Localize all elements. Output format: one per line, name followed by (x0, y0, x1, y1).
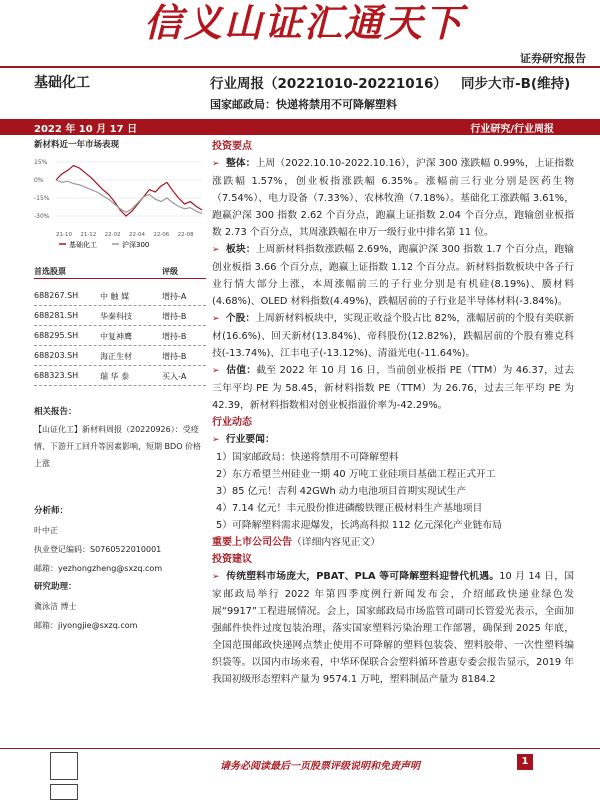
x-tick-label: 22-08 (177, 232, 194, 238)
email-label: 邮箱： (34, 564, 58, 573)
rating-text: 同步大市-B(维持) (461, 76, 571, 92)
report-date: 2022 年 10 月 17 日 (34, 124, 138, 135)
news-list (212, 449, 574, 534)
section-heading-highlights: 投资要点 (212, 141, 252, 152)
news-item[interactable]: 2）东方希望兰州硅业一期 40 万吨工业硅项目基础工程正式开工 (216, 469, 496, 480)
report-category: 行业研究/行业周报 (470, 124, 554, 135)
x-tick-label: 22-02 (104, 232, 121, 238)
label-overall: 整体： (225, 158, 256, 169)
stock-name: 海正生材 (100, 352, 132, 361)
stock-row-divider (34, 305, 206, 306)
x-tick-label: 21-12 (80, 232, 97, 238)
stock-rating: 买入-A (162, 372, 187, 381)
stock-row-divider (34, 365, 206, 366)
stock-name: 中复神鹰 (100, 332, 132, 341)
y-tick-label: 15% (34, 159, 48, 166)
stock-name: 中 触 媒 (100, 292, 130, 301)
analyst-name: 叶中正 (34, 526, 58, 535)
announcements-note: （详细内容见正文） (292, 537, 381, 548)
legend-label-1: 沪深300 (122, 241, 150, 249)
news-label: 行业要闻： (225, 434, 275, 445)
stock-table-header (34, 267, 206, 279)
analyst-cert: 执业登记编码：S0760522010001 (34, 545, 162, 554)
text-sector: 上周新材料指数涨跌幅 2.69%，跑赢沪深 300 指数 1.7 个百分点，跑输创业板指 3.66 个百分点，跑赢上证指数 1.12 个百分点。新材料指数板块中各子行业行情大部分上涨，本周涨幅前三的子行业分别是有机硅(8.19%)、膜材料(4.68%)、OLED 材料指数(4.49%)，跌幅居前的子行业是半导体材料(-3.84%)。 (212, 244, 574, 307)
stock-row-divider (34, 325, 206, 326)
stock-code: 688295.SH (34, 331, 79, 340)
stock-name: 华秦科技 (100, 312, 132, 321)
stock-row (34, 291, 206, 305)
stock-row (34, 311, 206, 325)
para-overall: ➢ 整体：上周（2022.10.10-2022.10.16），沪深 300 涨跌幅 0.99%，上证指数涨跌幅 1.57%，创业板指涨跌幅 6.35%。涨幅前三行业分别是医药生物（7.54%）、电力设备（7.33%）、农林牧渔（7.18%）。基础化工涨跌幅 3.61%，跑赢沪深 300 指数 2.62 个百分点，跑赢上证指数 2.04 个百分点，跑输创业板指数 2.73 个百分点，其周涨跌幅在申万一级行业中排名第 11 位。 (212, 158, 574, 238)
y-tick-label: -30% (34, 213, 50, 220)
footer-divider (0, 748, 600, 749)
main-content (212, 138, 574, 688)
report-type: 证券研究报告 (520, 52, 586, 65)
page-number: 1 (517, 754, 533, 770)
brand-logo (140, 0, 470, 50)
header-divider (0, 66, 600, 68)
assistant-heading: 研究助理： (34, 582, 77, 592)
stock-code: 688267.SH (34, 291, 79, 300)
label-sector: 板块： (225, 244, 256, 255)
qr-code-icon-2 (50, 784, 78, 800)
market-performance-chart (34, 148, 206, 253)
news-item[interactable]: 4）7.14 亿元！丰元股份推进磷酸铁锂正极材料生产基地项目 (216, 503, 483, 514)
section-heading-dynamics: 行业动态 (212, 417, 252, 428)
x-tick-label: 22-06 (153, 232, 170, 238)
para-stocks: ➢ 个股：上周新材料板块中，实现正收益个股占比 82%，涨幅居前的个股有美联新材(16.6%)、回天新材(13.84%)、帝科股份(12.82%)，跌幅居前的个股有雅克科技(-13.74%)、江丰电子(-13.12%)、清溢光电(-11.64%)。 (212, 313, 575, 359)
news-item[interactable]: 5）可降解塑料需求迎爆发，长鸿高科拟 112 亿元深化产业链布局 (216, 520, 502, 531)
stock-row-divider (34, 345, 206, 346)
assistant-email-value[interactable]: jiyongjie@sxzq.com (58, 621, 138, 630)
x-tick-label: 22-04 (129, 232, 145, 238)
report-subtitle: 国家邮政局：快递将禁用不可降解塑料 (210, 98, 397, 111)
related-reports (34, 404, 206, 472)
series-line-jichuhuagong (56, 166, 202, 216)
announcements-title[interactable]: 重要上市公司公告 (212, 537, 292, 548)
text-valuation: 截至 2022 年 10 月 16 日，当前创业板指 PE（TTM）为 46.37，过去三年平均 PE 为 58.45，新材料指数 PE（TTM）为 26.76，过去三年平均 PE 为 42.39，新材料指数相对创业板指溢价率为-42.29%。 (212, 365, 575, 411)
email-value[interactable]: yezhongzheng@sxzq.com (58, 564, 163, 573)
stock-rating: 增持-A (162, 292, 187, 301)
label-advice: 传统塑料市场庞大，PBAT、PLA 等可降解塑料迎替代机遇。 (226, 571, 500, 582)
report-title (210, 72, 570, 92)
stock-row (34, 331, 206, 345)
text-stocks: 上周新材料板块中，实现正收益个股占比 82%，涨幅居前的个股有美联新材(16.6%)、回天新材(13.84%)、帝科股份(12.82%)，跌幅居前的个股有雅克科技(-13.74%)、江丰电子(-13.12%)、清溢光电(-11.64%)。 (212, 313, 575, 359)
brand-slogan: 信义山证汇通天下 (144, 0, 465, 45)
related-report-link[interactable]: 【山证化工】新材料周报（20220926）：受疫情、下游开工回升等因素影响，短期 BDO 价格上涨 (34, 425, 202, 468)
assistant-email (34, 616, 206, 635)
para-valuation: ➢ 估值：截至 2022 年 10 月 16 日，当前创业板指 PE（TTM）为 46.37，过去三年平均 PE 为 58.45，新材料指数 PE（TTM）为 26.76，过去三年平均 PE 为 42.39，新材料指数相对创业板指溢价率为-42.29%。 (212, 365, 575, 411)
stock-code: 688203.SH (34, 351, 79, 360)
y-tick-label: 0% (34, 177, 44, 184)
news-heading: ➢ 行业要闻： (212, 434, 275, 445)
news-item[interactable]: 1）国家邮政局：快递将禁用不可降解塑料 (216, 452, 399, 463)
stock-header-rating: 评级 (162, 267, 178, 276)
stock-code: 688323.SH (34, 371, 79, 380)
stock-name: 瑞 华 泰 (100, 372, 130, 381)
x-tick-label: 21-10 (56, 232, 72, 238)
chart-title: 新材料近一年市场表现 (34, 140, 120, 150)
para-advice: ➢ 传统塑料市场庞大，PBAT、PLA 等可降解塑料迎替代机遇。10 月 14 日，国家邮政局举行 2022 年第四季度例行新闻发布会，介绍邮政快递业绿色发展“9917”工程进展情况。会上，国家邮政局市场监管司副司长管爱光表示，全面加强邮件快件过度包装治理，落实国家塑料污染治理工作部署，确保到 2025 年底，全国范围邮政快递网点禁止使用不可降解的塑料包装袋、塑料胶带、一次性塑料编织袋等。以国内市场来看，中华环保联合会塑料循环普惠专委会报告显示，2019 年我国初级形态塑料产量为 9574.1 万吨，塑料制品产量为 8184.2 (212, 571, 575, 685)
related-heading: 相关报告： (34, 407, 77, 417)
footer-disclaimer: 请务必阅读最后一页股票评级说明和免责声明 (220, 761, 420, 772)
announcements-heading (212, 534, 574, 551)
assistant-name: 冀泳洁 博士 (34, 602, 77, 611)
sector-name: 基础化工 (34, 75, 90, 91)
analyst-info (34, 502, 206, 635)
news-item[interactable]: 3）85 亿元！吉利 42GWh 动力电池项目首期实现试生产 (216, 486, 467, 497)
text-overall: 上周（2022.10.10-2022.10.16），沪深 300 涨跌幅 0.99%，上证指数涨跌幅 1.57%，创业板指涨跌幅 6.35%。涨幅前三行业分别是医药生物（7.54%）、电力设备（7.33%）、农林牧渔（7.18%）。基础化工涨跌幅 3.61%，跑赢沪深 300 指数 2.62 个百分点，跑赢上证指数 2.04 个百分点，跑输创业板指数 2.73 个百分点，其周涨跌幅在申万一级行业中排名第 11 位。 (212, 158, 574, 238)
stock-rating: 增持-B (162, 352, 187, 361)
label-valuation: 估值： (226, 365, 257, 376)
stock-row-divider (34, 385, 206, 386)
stock-row (34, 371, 206, 385)
analyst-email (34, 559, 206, 578)
text-advice: 10 月 14 日，国家邮政局举行 2022 年第四季度例行新闻发布会，介绍邮政快递业绿色发展“9917”工程进展情况。会上，国家邮政局市场监管司副司长管爱光表示，全面加强邮件快件过度包装治理，落实国家塑料污染治理工作部署，确保到 2025 年底，全国范围邮政快递网点禁止使用不可降解的塑料包装袋、塑料胶带、一次性塑料编织袋等。以国内市场来看，中华环保联合会塑料循环普惠专委会报告显示，2019 年我国初级形态塑料产量为 9574.1 万吨，塑料制品产量为 8184.2 (212, 571, 575, 685)
legend-label-0: 基础化工 (69, 241, 97, 249)
date-bar (0, 119, 600, 135)
assistant-email-label: 邮箱： (34, 621, 58, 630)
stock-code: 688281.SH (34, 311, 79, 320)
analyst-heading: 分析师： (34, 506, 69, 516)
title-text: 行业周报（20221010-20221016） (210, 76, 447, 92)
series-line-hushen300 (56, 180, 202, 214)
label-stocks: 个股： (225, 313, 256, 324)
stock-row (34, 351, 206, 365)
qr-code-icon (50, 752, 78, 780)
stock-header-label: 首选股票 (34, 267, 66, 276)
stock-rating: 增持-B (162, 332, 187, 341)
y-tick-label: -15% (34, 195, 50, 202)
section-heading-advice: 投资建议 (212, 554, 252, 565)
para-sector: ➢ 板块：上周新材料指数涨跌幅 2.69%，跑赢沪深 300 指数 1.7 个百分点，跑输创业板指 3.66 个百分点，跑赢上证指数 1.12 个百分点。新材料指数板块中各子行业行情大部分上涨，本周涨幅前三的子行业分别是有机硅(8.19%)、膜材料(4.68%)、OLED 材料指数(4.49%)，跌幅居前的子行业是半导体材料(-3.84%)。 (212, 244, 574, 307)
stock-rating: 增持-B (162, 312, 187, 321)
